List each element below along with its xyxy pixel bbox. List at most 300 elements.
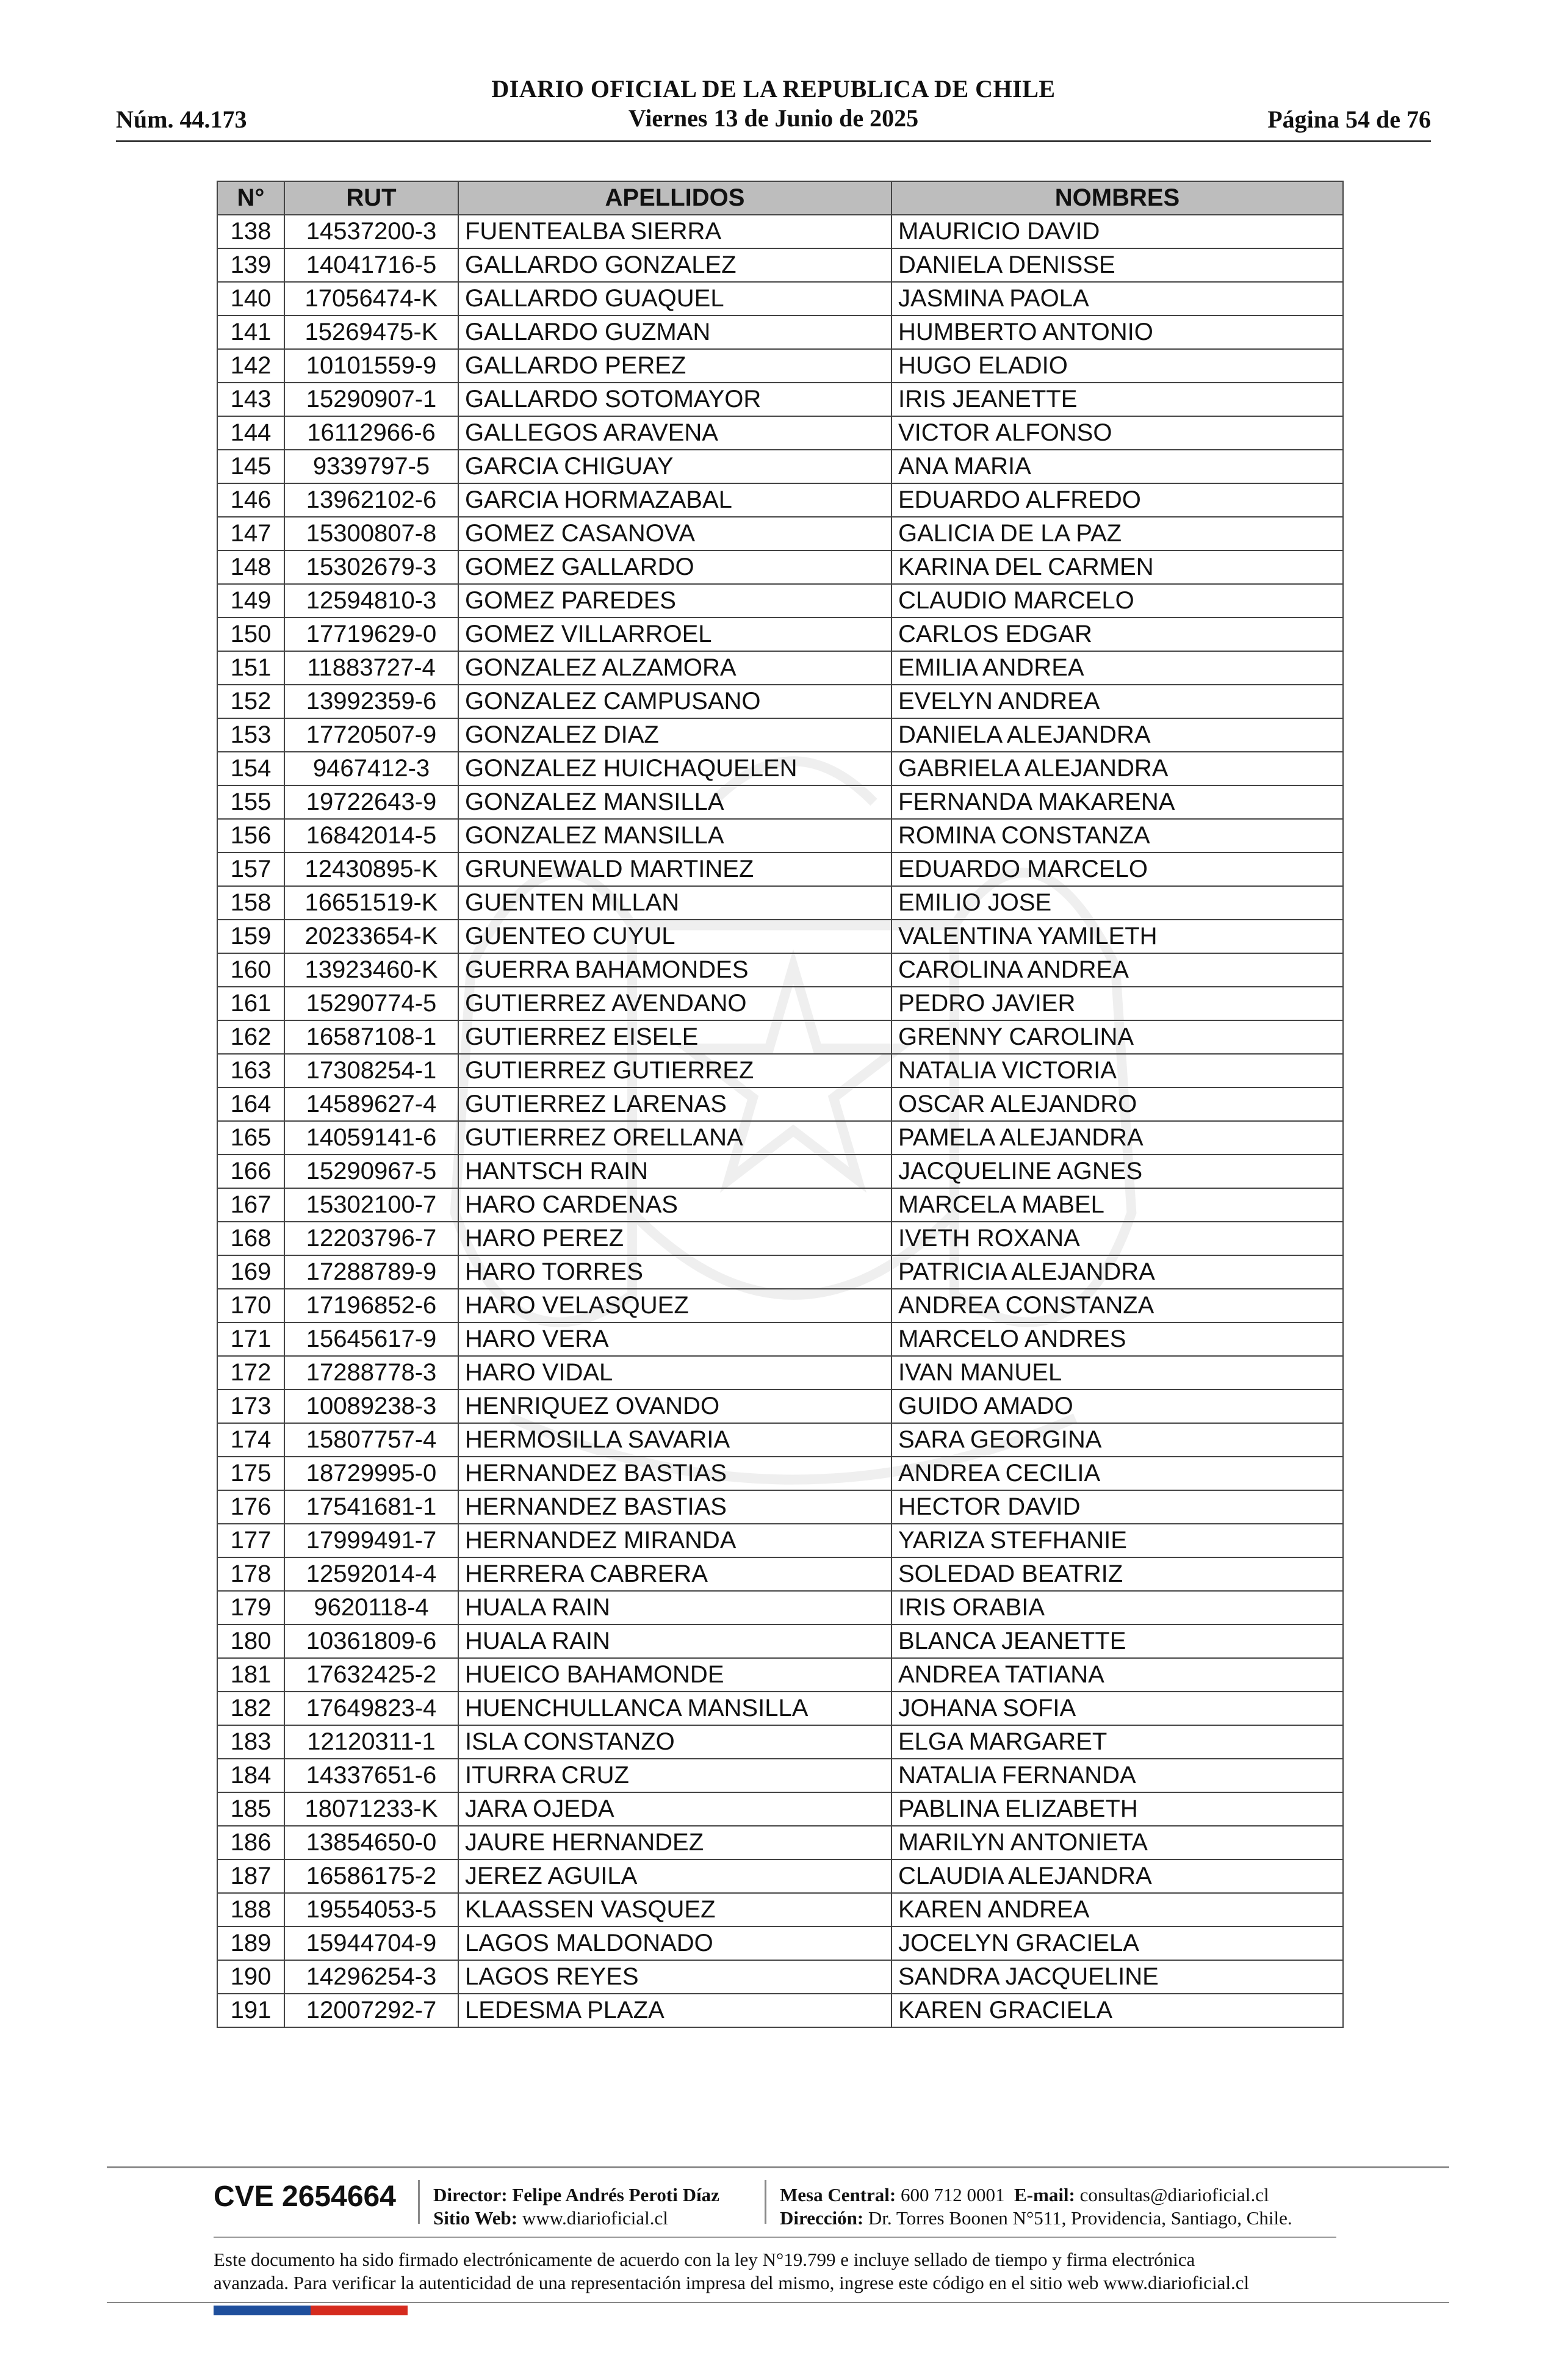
row-number: 169: [217, 1255, 284, 1289]
table-row: [217, 1121, 1343, 1155]
row-nombres: SARA GEORGINA: [891, 1423, 1343, 1457]
row-apellidos: GUERRA BAHAMONDES: [458, 953, 891, 987]
row-number: 162: [217, 1020, 284, 1054]
row-apellidos: HUENCHULLANCA MANSILLA: [458, 1692, 891, 1725]
row-number: 159: [217, 920, 284, 953]
row-apellidos: HANTSCH RAIN: [458, 1155, 891, 1188]
row-number: 147: [217, 517, 284, 550]
row-rut: 16586175-2: [284, 1859, 458, 1893]
table-row: [217, 483, 1343, 517]
legal-line: avanzada. Para verificar la autenticidad de una representación impresa del mismo, ingrese este código en el sitio web www.diarioficial.cl: [214, 2272, 1250, 2293]
table-row: [217, 1658, 1343, 1692]
director-label: Director:: [433, 2184, 508, 2205]
row-nombres: KAREN ANDREA: [891, 1893, 1343, 1927]
row-nombres: KAREN GRACIELA: [891, 1994, 1343, 2027]
column-header-nombres: NOMBRES: [891, 181, 1343, 215]
row-rut: 17288778-3: [284, 1356, 458, 1390]
row-apellidos: FUENTEALBA SIERRA: [458, 215, 891, 248]
header-rule: [116, 140, 1431, 142]
row-apellidos: KLAASSEN VASQUEZ: [458, 1893, 891, 1927]
row-number: 139: [217, 248, 284, 282]
row-nombres: MARILYN ANTONIETA: [891, 1826, 1343, 1859]
row-apellidos: GONZALEZ MANSILLA: [458, 785, 891, 819]
row-apellidos: GOMEZ CASANOVA: [458, 517, 891, 550]
row-nombres: GRENNY CAROLINA: [891, 1020, 1343, 1054]
column-header-number: N°: [217, 181, 284, 215]
row-apellidos: HUALA RAIN: [458, 1625, 891, 1658]
row-rut: 15300807-8: [284, 517, 458, 550]
row-rut: 14296254-3: [284, 1960, 458, 1994]
row-number: 174: [217, 1423, 284, 1457]
table-row: [217, 1692, 1343, 1725]
row-number: 141: [217, 316, 284, 349]
row-apellidos: GOMEZ PAREDES: [458, 584, 891, 618]
row-nombres: JACQUELINE AGNES: [891, 1155, 1343, 1188]
row-apellidos: GOMEZ VILLARROEL: [458, 618, 891, 651]
director-name: Felipe Andrés Peroti Díaz: [512, 2184, 719, 2205]
row-rut: 16651519-K: [284, 886, 458, 920]
row-number: 164: [217, 1087, 284, 1121]
row-rut: 9620118-4: [284, 1591, 458, 1625]
row-nombres: NATALIA VICTORIA: [891, 1054, 1343, 1087]
row-nombres: JOCELYN GRACIELA: [891, 1927, 1343, 1960]
email-link[interactable]: consultas@diarioficial.cl: [1079, 2184, 1269, 2205]
row-nombres: ELGA MARGARET: [891, 1725, 1343, 1759]
row-nombres: JOHANA SOFIA: [891, 1692, 1343, 1725]
footer-rule-bottom: [107, 2302, 1449, 2303]
row-nombres: EMILIO JOSE: [891, 886, 1343, 920]
row-rut: 15645617-9: [284, 1322, 458, 1356]
row-apellidos: HARO VELASQUEZ: [458, 1289, 891, 1322]
table-row: [217, 1927, 1343, 1960]
row-nombres: DANIELA DENISSE: [891, 248, 1343, 282]
table-row: [217, 752, 1343, 785]
row-number: 144: [217, 416, 284, 450]
row-rut: 16587108-1: [284, 1020, 458, 1054]
row-apellidos: JAURE HERNANDEZ: [458, 1826, 891, 1859]
row-apellidos: GARCIA HORMAZABAL: [458, 483, 891, 517]
row-apellidos: GUTIERREZ GUTIERREZ: [458, 1054, 891, 1087]
row-nombres: HECTOR DAVID: [891, 1490, 1343, 1524]
row-number: 156: [217, 819, 284, 853]
row-rut: 17288789-9: [284, 1255, 458, 1289]
row-rut: 10101559-9: [284, 349, 458, 383]
row-number: 143: [217, 383, 284, 416]
row-nombres: OSCAR ALEJANDRO: [891, 1087, 1343, 1121]
table-row: [217, 1222, 1343, 1255]
table-row: [217, 1255, 1343, 1289]
row-number: 170: [217, 1289, 284, 1322]
row-rut: 14059141-6: [284, 1121, 458, 1155]
table-row: [217, 450, 1343, 483]
row-number: 176: [217, 1490, 284, 1524]
row-apellidos: GONZALEZ MANSILLA: [458, 819, 891, 853]
row-rut: 10361809-6: [284, 1625, 458, 1658]
row-apellidos: HERNANDEZ BASTIAS: [458, 1490, 891, 1524]
row-rut: 15302100-7: [284, 1188, 458, 1222]
row-rut: 17541681-1: [284, 1490, 458, 1524]
row-number: 146: [217, 483, 284, 517]
row-apellidos: GALLEGOS ARAVENA: [458, 416, 891, 450]
row-number: 171: [217, 1322, 284, 1356]
row-number: 148: [217, 550, 284, 584]
row-number: 181: [217, 1658, 284, 1692]
table-row: [217, 282, 1343, 316]
row-rut: 16112966-6: [284, 416, 458, 450]
row-apellidos: HARO TORRES: [458, 1255, 891, 1289]
table-row: [217, 1792, 1343, 1826]
row-rut: 13962102-6: [284, 483, 458, 517]
row-apellidos: GUTIERREZ EISELE: [458, 1020, 891, 1054]
row-nombres: MARCELO ANDRES: [891, 1322, 1343, 1356]
row-nombres: IVAN MANUEL: [891, 1356, 1343, 1390]
row-apellidos: GUTIERREZ AVENDANO: [458, 987, 891, 1020]
row-apellidos: HERNANDEZ MIRANDA: [458, 1524, 891, 1557]
row-rut: 17999491-7: [284, 1524, 458, 1557]
row-apellidos: GARCIA CHIGUAY: [458, 450, 891, 483]
row-apellidos: HERRERA CABRERA: [458, 1557, 891, 1591]
row-apellidos: LAGOS REYES: [458, 1960, 891, 1994]
table-row: [217, 1356, 1343, 1390]
row-nombres: EDUARDO ALFREDO: [891, 483, 1343, 517]
row-nombres: ANA MARIA: [891, 450, 1343, 483]
row-number: 142: [217, 349, 284, 383]
row-nombres: IRIS JEANETTE: [891, 383, 1343, 416]
address-label: Dirección:: [780, 2207, 864, 2229]
row-nombres: CARLOS EDGAR: [891, 618, 1343, 651]
row-number: 158: [217, 886, 284, 920]
footer-rule-top: [107, 2166, 1449, 2168]
row-rut: 14589627-4: [284, 1087, 458, 1121]
row-rut: 10089238-3: [284, 1390, 458, 1423]
row-rut: 15290774-5: [284, 987, 458, 1020]
row-number: 182: [217, 1692, 284, 1725]
table-row: [217, 1625, 1343, 1658]
row-nombres: ANDREA CONSTANZA: [891, 1289, 1343, 1322]
row-apellidos: JARA OJEDA: [458, 1792, 891, 1826]
row-nombres: ANDREA TATIANA: [891, 1658, 1343, 1692]
row-rut: 19722643-9: [284, 785, 458, 819]
row-apellidos: GUENTEN MILLAN: [458, 886, 891, 920]
column-header-rut: RUT: [284, 181, 458, 215]
table-row: [217, 886, 1343, 920]
table-row: [217, 1457, 1343, 1490]
table-row: [217, 1994, 1343, 2027]
row-number: 184: [217, 1759, 284, 1792]
row-rut: 17719629-0: [284, 618, 458, 651]
row-nombres: EMILIA ANDREA: [891, 651, 1343, 685]
site-label: Sitio Web:: [433, 2207, 518, 2229]
column-header-apellidos: APELLIDOS: [458, 181, 891, 215]
publication-title: DIARIO OFICIAL DE LA REPUBLICA DE CHILE: [491, 75, 1056, 103]
row-rut: 13992359-6: [284, 685, 458, 718]
row-nombres: CLAUDIA ALEJANDRA: [891, 1859, 1343, 1893]
row-number: 155: [217, 785, 284, 819]
row-rut: 13923460-K: [284, 953, 458, 987]
table-row: [217, 349, 1343, 383]
row-rut: 17720507-9: [284, 718, 458, 752]
row-nombres: MARCELA MABEL: [891, 1188, 1343, 1222]
table-row: [217, 1557, 1343, 1591]
row-number: 168: [217, 1222, 284, 1255]
row-rut: 14537200-3: [284, 215, 458, 248]
row-rut: 14041716-5: [284, 248, 458, 282]
row-rut: 17196852-6: [284, 1289, 458, 1322]
row-nombres: DANIELA ALEJANDRA: [891, 718, 1343, 752]
row-nombres: KARINA DEL CARMEN: [891, 550, 1343, 584]
row-rut: 15302679-3: [284, 550, 458, 584]
row-rut: 20233654-K: [284, 920, 458, 953]
row-number: 179: [217, 1591, 284, 1625]
table-row: [217, 1524, 1343, 1557]
table-row: [217, 651, 1343, 685]
table-row: [217, 517, 1343, 550]
row-number: 145: [217, 450, 284, 483]
row-rut: 9467412-3: [284, 752, 458, 785]
table-row: [217, 853, 1343, 886]
flag-stripe: [214, 2306, 408, 2315]
table-row: [217, 1188, 1343, 1222]
row-nombres: SOLEDAD BEATRIZ: [891, 1557, 1343, 1591]
table-row: [217, 1859, 1343, 1893]
row-number: 138: [217, 215, 284, 248]
table-row: [217, 1020, 1343, 1054]
row-apellidos: GUTIERREZ LARENAS: [458, 1087, 891, 1121]
mesa-label: Mesa Central:: [780, 2184, 896, 2205]
row-rut: 19554053-5: [284, 1893, 458, 1927]
row-number: 186: [217, 1826, 284, 1859]
table-row: [217, 1087, 1343, 1121]
row-apellidos: GUENTEO CUYUL: [458, 920, 891, 953]
row-number: 177: [217, 1524, 284, 1557]
table-row: [217, 584, 1343, 618]
row-nombres: SANDRA JACQUELINE: [891, 1960, 1343, 1994]
row-apellidos: ITURRA CRUZ: [458, 1759, 891, 1792]
row-number: 150: [217, 618, 284, 651]
row-apellidos: GONZALEZ ALZAMORA: [458, 651, 891, 685]
row-rut: 17649823-4: [284, 1692, 458, 1725]
row-number: 188: [217, 1893, 284, 1927]
row-number: 172: [217, 1356, 284, 1390]
table-row: [217, 1826, 1343, 1859]
row-nombres: PABLINA ELIZABETH: [891, 1792, 1343, 1826]
mesa-phone: 600 712 0001: [901, 2184, 1005, 2205]
table-row: [217, 953, 1343, 987]
cve-code: CVE 2654664: [214, 2180, 396, 2213]
row-nombres: CAROLINA ANDREA: [891, 953, 1343, 987]
row-rut: 13854650-0: [284, 1826, 458, 1859]
row-nombres: GALICIA DE LA PAZ: [891, 517, 1343, 550]
row-number: 190: [217, 1960, 284, 1994]
row-rut: 12594810-3: [284, 584, 458, 618]
table-row: [217, 550, 1343, 584]
row-apellidos: HENRIQUEZ OVANDO: [458, 1390, 891, 1423]
row-rut: 15807757-4: [284, 1423, 458, 1457]
table-row: [217, 248, 1343, 282]
table-row: [217, 1591, 1343, 1625]
legal-line: Este documento ha sido firmado electrónicamente de acuerdo con la ley N°19.799 e incluye sellado de tiempo y firma electrónica: [214, 2249, 1195, 2270]
row-rut: 15269475-K: [284, 316, 458, 349]
row-nombres: PATRICIA ALEJANDRA: [891, 1255, 1343, 1289]
address-value: Dr. Torres Boonen N°511, Providencia, Santiago, Chile.: [868, 2207, 1292, 2229]
table-row: [217, 1155, 1343, 1188]
row-apellidos: HARO PEREZ: [458, 1222, 891, 1255]
table-row: [217, 1725, 1343, 1759]
row-number: 140: [217, 282, 284, 316]
row-number: 191: [217, 1994, 284, 2027]
row-apellidos: GALLARDO GUAQUEL: [458, 282, 891, 316]
row-rut: 18729995-0: [284, 1457, 458, 1490]
row-rut: 16842014-5: [284, 819, 458, 853]
row-rut: 9339797-5: [284, 450, 458, 483]
row-number: 160: [217, 953, 284, 987]
row-apellidos: GONZALEZ DIAZ: [458, 718, 891, 752]
row-nombres: VICTOR ALFONSO: [891, 416, 1343, 450]
table-row: [217, 416, 1343, 450]
director-info: [433, 2183, 719, 2230]
row-apellidos: HUALA RAIN: [458, 1591, 891, 1625]
row-nombres: YARIZA STEFHANIE: [891, 1524, 1343, 1557]
issue-number: Núm. 44.173: [116, 106, 247, 133]
row-apellidos: GRUNEWALD MARTINEZ: [458, 853, 891, 886]
table-row: [217, 1390, 1343, 1423]
row-nombres: IRIS ORABIA: [891, 1591, 1343, 1625]
row-rut: 14337651-6: [284, 1759, 458, 1792]
site-link[interactable]: www.diarioficial.cl: [522, 2207, 668, 2229]
row-number: 183: [217, 1725, 284, 1759]
row-apellidos: HUEICO BAHAMONDE: [458, 1658, 891, 1692]
row-number: 173: [217, 1390, 284, 1423]
row-apellidos: GONZALEZ HUICHAQUELEN: [458, 752, 891, 785]
row-apellidos: HERNANDEZ BASTIAS: [458, 1457, 891, 1490]
table-row: [217, 920, 1343, 953]
row-number: 151: [217, 651, 284, 685]
email-label: E-mail:: [1014, 2184, 1075, 2205]
row-rut: 17056474-K: [284, 282, 458, 316]
row-rut: 12203796-7: [284, 1222, 458, 1255]
table-row: [217, 1759, 1343, 1792]
table-row: [217, 215, 1343, 248]
row-nombres: PEDRO JAVIER: [891, 987, 1343, 1020]
row-nombres: ROMINA CONSTANZA: [891, 819, 1343, 853]
row-apellidos: HERMOSILLA SAVARIA: [458, 1423, 891, 1457]
row-rut: 17632425-2: [284, 1658, 458, 1692]
row-rut: 12430895-K: [284, 853, 458, 886]
table-row: [217, 1289, 1343, 1322]
publication-date: Viernes 13 de Junio de 2025: [628, 104, 919, 132]
row-nombres: EDUARDO MARCELO: [891, 853, 1343, 886]
row-apellidos: GALLARDO PEREZ: [458, 349, 891, 383]
footer-rule-mid: [214, 2237, 1336, 2238]
row-number: 165: [217, 1121, 284, 1155]
row-rut: 12120311-1: [284, 1725, 458, 1759]
row-number: 154: [217, 752, 284, 785]
row-rut: 15290967-5: [284, 1155, 458, 1188]
row-apellidos: HARO CARDENAS: [458, 1188, 891, 1222]
row-rut: 12007292-7: [284, 1994, 458, 2027]
row-number: 178: [217, 1557, 284, 1591]
row-nombres: JASMINA PAOLA: [891, 282, 1343, 316]
flag-red-stripe: [311, 2306, 408, 2315]
row-nombres: GABRIELA ALEJANDRA: [891, 752, 1343, 785]
table-row: [217, 383, 1343, 416]
page-number: Página 54 de 76: [1267, 106, 1431, 133]
table-body: [217, 215, 1343, 2027]
row-rut: 18071233-K: [284, 1792, 458, 1826]
footer-separator: [418, 2180, 420, 2224]
row-nombres: BLANCA JEANETTE: [891, 1625, 1343, 1658]
table-row: [217, 987, 1343, 1020]
row-nombres: EVELYN ANDREA: [891, 685, 1343, 718]
row-number: 153: [217, 718, 284, 752]
row-nombres: ANDREA CECILIA: [891, 1457, 1343, 1490]
table-row: [217, 1054, 1343, 1087]
row-nombres: GUIDO AMADO: [891, 1390, 1343, 1423]
row-number: 189: [217, 1927, 284, 1960]
row-rut: 12592014-4: [284, 1557, 458, 1591]
row-number: 175: [217, 1457, 284, 1490]
row-apellidos: LEDESMA PLAZA: [458, 1994, 891, 2027]
row-rut: 15290907-1: [284, 383, 458, 416]
row-apellidos: LAGOS MALDONADO: [458, 1927, 891, 1960]
flag-blue-stripe: [214, 2306, 311, 2315]
persons-table: [217, 181, 1344, 2028]
row-rut: 11883727-4: [284, 651, 458, 685]
contact-info: [780, 2183, 1292, 2230]
row-number: 187: [217, 1859, 284, 1893]
row-apellidos: GALLARDO GUZMAN: [458, 316, 891, 349]
row-apellidos: HARO VERA: [458, 1322, 891, 1356]
row-nombres: HUMBERTO ANTONIO: [891, 316, 1343, 349]
row-number: 185: [217, 1792, 284, 1826]
table-row: [217, 618, 1343, 651]
row-number: 152: [217, 685, 284, 718]
row-apellidos: GOMEZ GALLARDO: [458, 550, 891, 584]
table-row: [217, 785, 1343, 819]
table-row: [217, 316, 1343, 349]
row-number: 149: [217, 584, 284, 618]
row-nombres: FERNANDA MAKARENA: [891, 785, 1343, 819]
row-nombres: NATALIA FERNANDA: [891, 1759, 1343, 1792]
table-row: [217, 1322, 1343, 1356]
row-apellidos: GALLARDO SOTOMAYOR: [458, 383, 891, 416]
table-header-row: [217, 181, 1343, 215]
row-apellidos: ISLA CONSTANZO: [458, 1725, 891, 1759]
table-row: [217, 718, 1343, 752]
legal-notice: [214, 2248, 1373, 2295]
table-row: [217, 1893, 1343, 1927]
row-nombres: VALENTINA YAMILETH: [891, 920, 1343, 953]
row-nombres: CLAUDIO MARCELO: [891, 584, 1343, 618]
row-number: 166: [217, 1155, 284, 1188]
table-row: [217, 819, 1343, 853]
row-apellidos: HARO VIDAL: [458, 1356, 891, 1390]
footer-separator: [765, 2180, 766, 2224]
row-apellidos: JEREZ AGUILA: [458, 1859, 891, 1893]
row-nombres: IVETH ROXANA: [891, 1222, 1343, 1255]
row-apellidos: GALLARDO GONZALEZ: [458, 248, 891, 282]
row-nombres: PAMELA ALEJANDRA: [891, 1121, 1343, 1155]
row-rut: 17308254-1: [284, 1054, 458, 1087]
table-row: [217, 1490, 1343, 1524]
table-row: [217, 1423, 1343, 1457]
table-row: [217, 685, 1343, 718]
row-number: 163: [217, 1054, 284, 1087]
row-nombres: MAURICIO DAVID: [891, 215, 1343, 248]
table-row: [217, 1960, 1343, 1994]
row-nombres: HUGO ELADIO: [891, 349, 1343, 383]
row-apellidos: GUTIERREZ ORELLANA: [458, 1121, 891, 1155]
